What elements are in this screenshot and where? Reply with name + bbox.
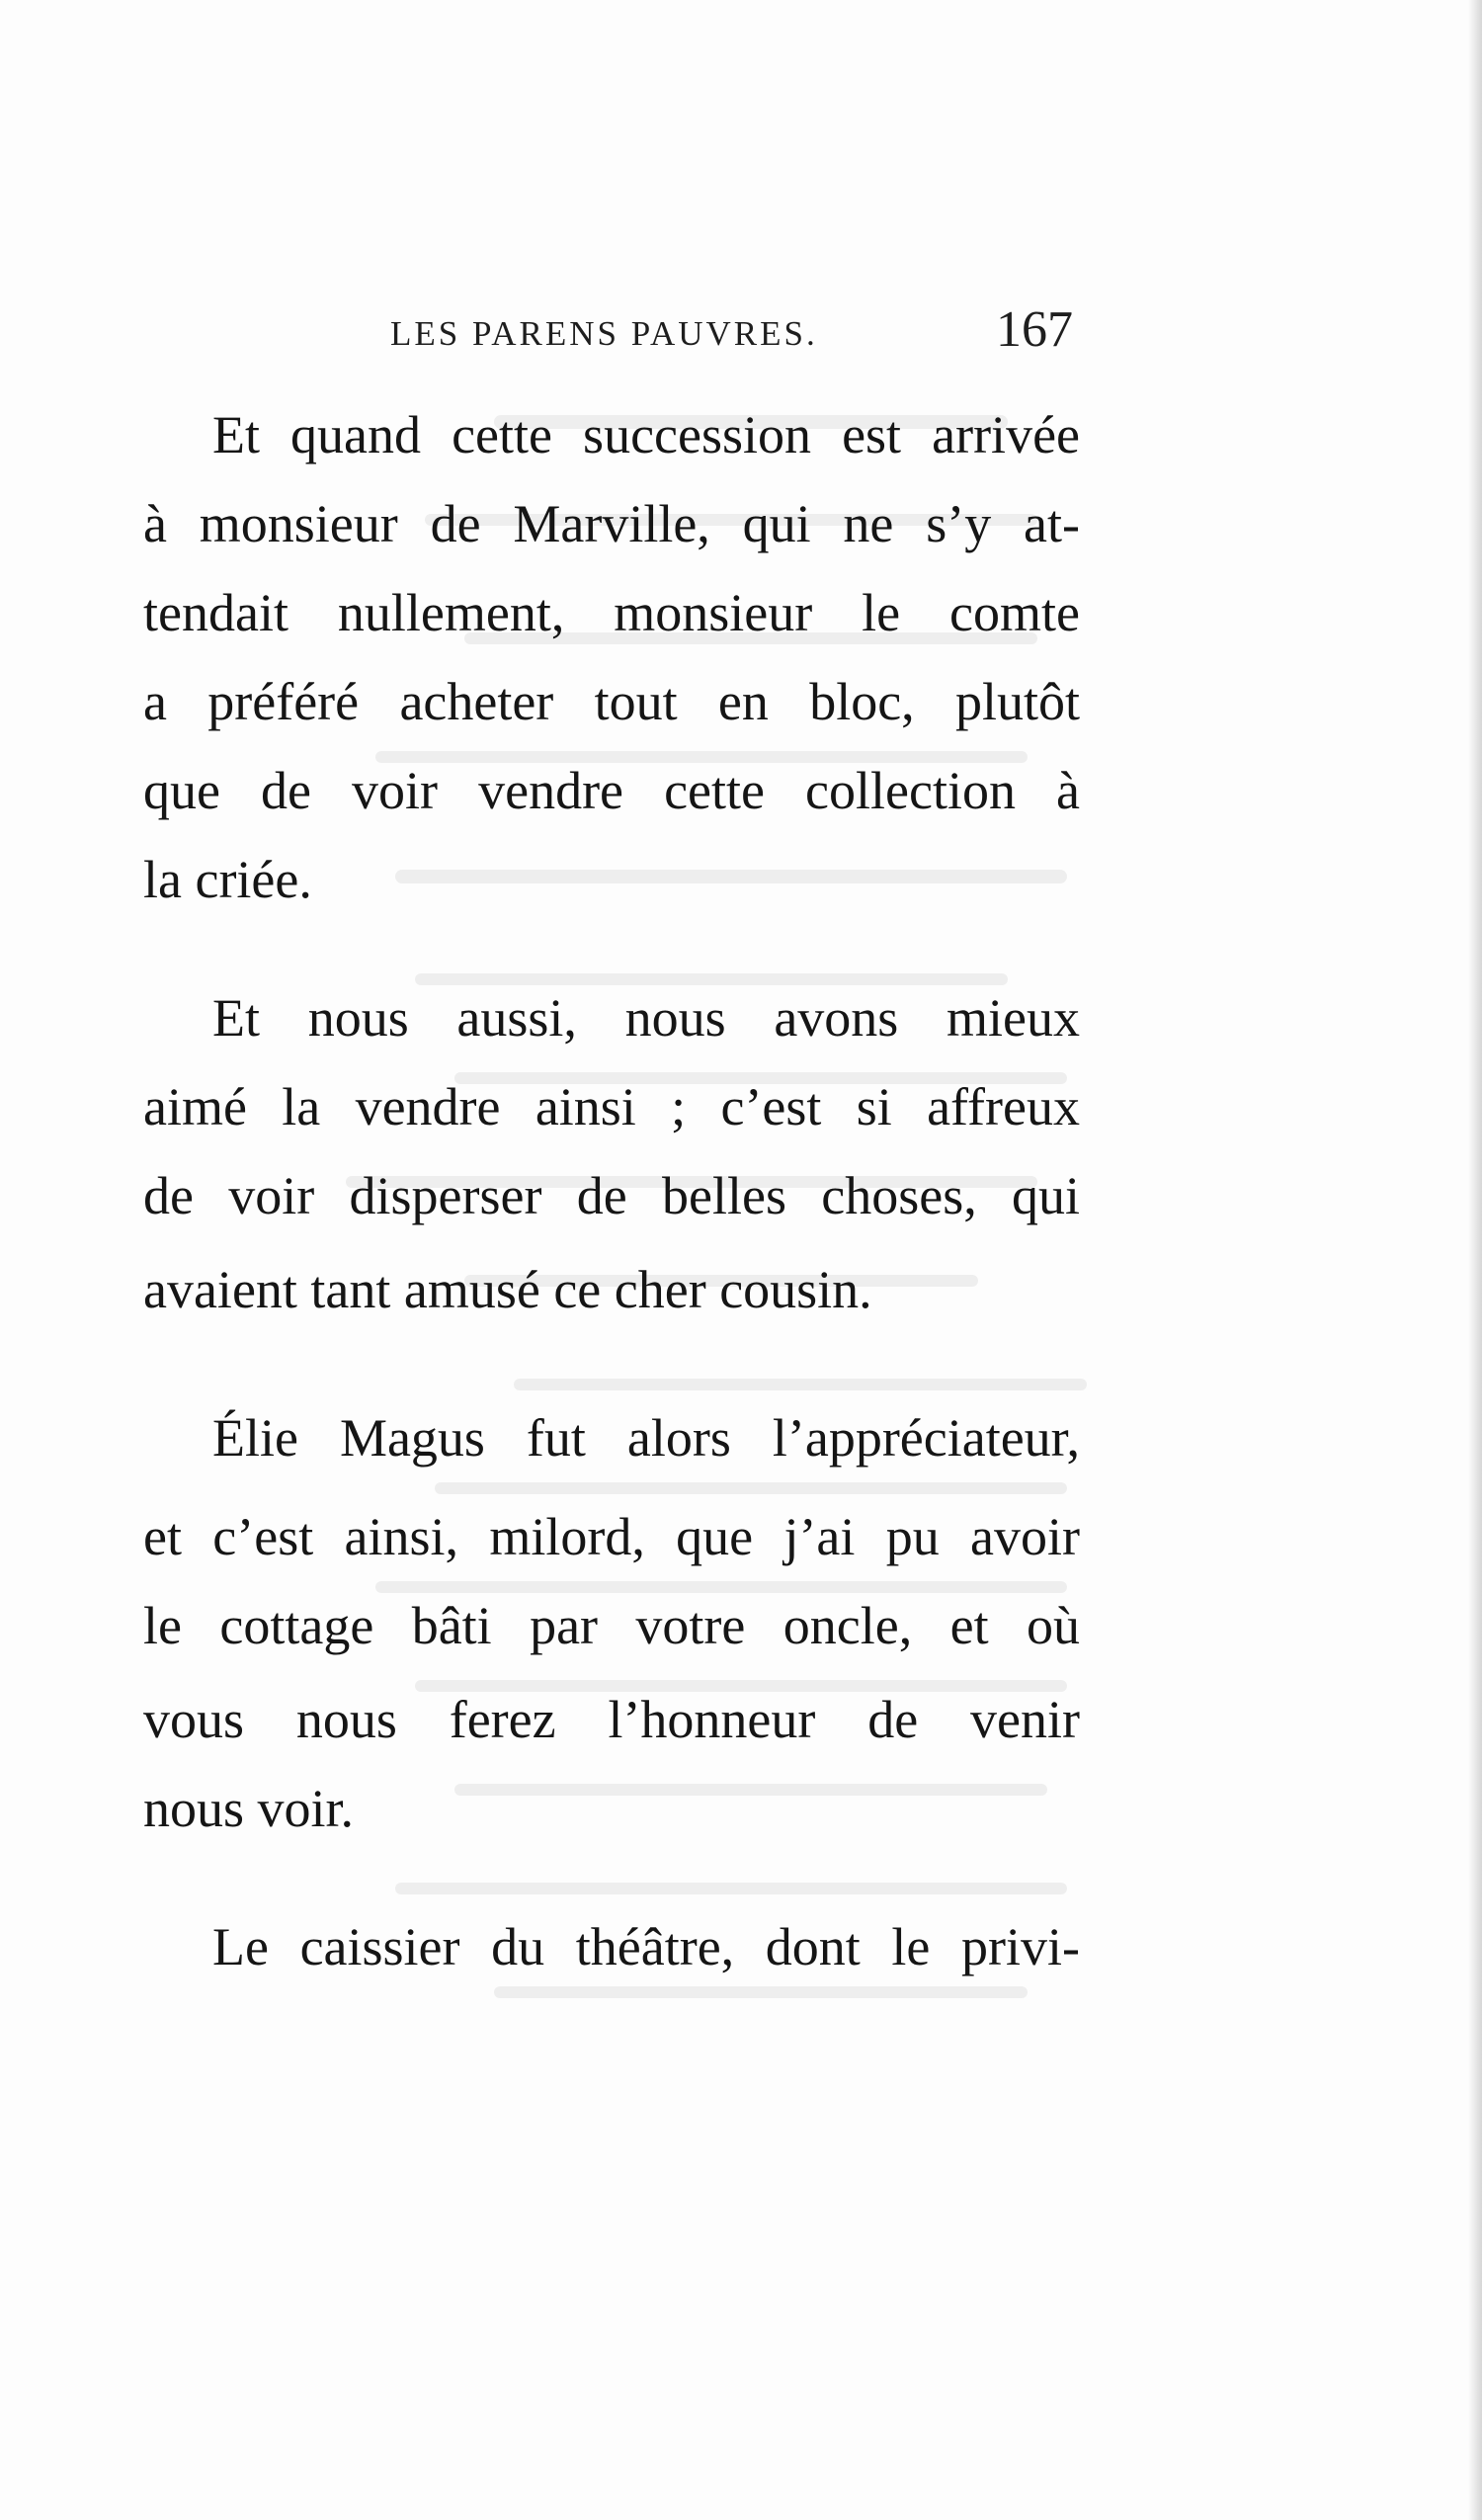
text-line: de voir disperser de belles choses, qui [143, 1166, 1080, 1225]
text-line: le cottage bâti par votre oncle, et où [143, 1596, 1080, 1655]
page-edge-shadow [1468, 0, 1482, 2520]
text-line: vous nous ferez l’honneur de venir [143, 1690, 1080, 1749]
text-line: à monsieur de Marville, qui ne s’y at- [143, 494, 1080, 553]
text-line: et c’est ainsi, milord, que j’ai pu avoir [143, 1507, 1080, 1566]
text-line: que de voir vendre cette collection à [143, 761, 1080, 820]
text-line: avaient tant amusé ce cher cousin. [143, 1260, 872, 1319]
text-line: a préféré acheter tout en bloc, plutôt [143, 672, 1080, 731]
text-line: tendait nullement, monsieur le comte [143, 583, 1080, 642]
page-number: 167 [996, 301, 1073, 358]
text-line: aimé la vendre ainsi ; c’est si affreux [143, 1077, 1080, 1136]
text-line: Le caissier du théâtre, dont le privi- [212, 1917, 1080, 1976]
text-line: nous voir. [143, 1779, 355, 1838]
text-line: Et nous aussi, nous avons mieux [212, 988, 1080, 1048]
text-line: la criée. [143, 850, 312, 909]
text-line: Élie Magus fut alors l’appréciateur, [212, 1408, 1080, 1468]
text-line: Et quand cette succession est arrivée [212, 405, 1080, 464]
running-head: LES PARENS PAUVRES. [390, 314, 818, 353]
